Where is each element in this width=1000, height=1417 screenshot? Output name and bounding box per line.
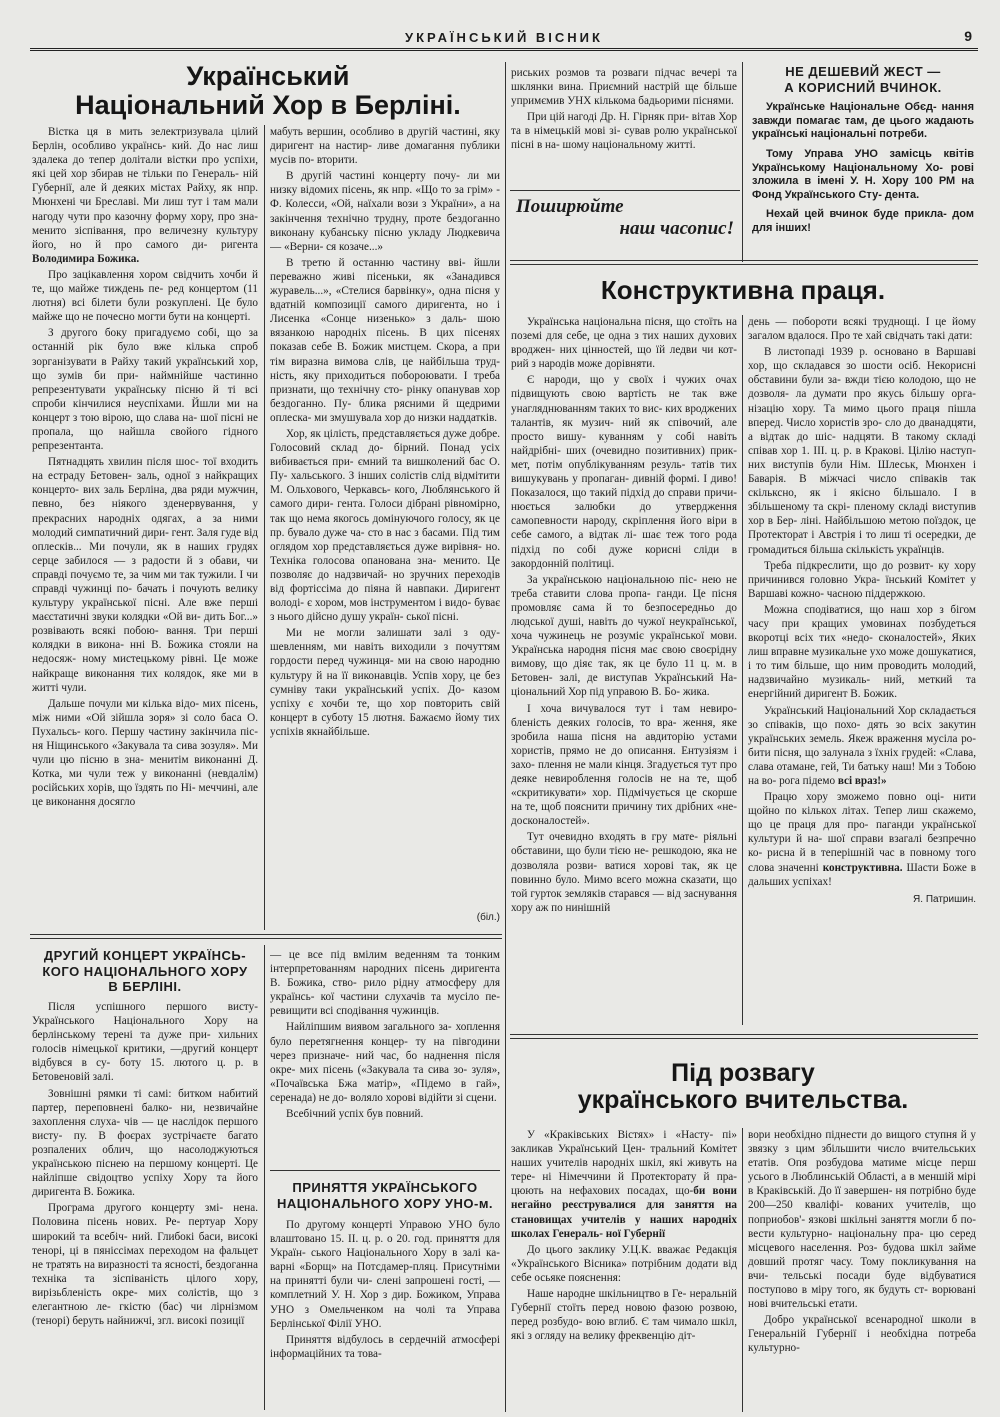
choir-col1-p5: Дальше почули ми кілька відо- мих пісень, між ними «Ой зійшла зоря» зі соло баса О. Пухальсь- кого. Першу частину закінчила піс- ня Ніщинського «Закувала та сива зозуля». Ми чули цю пісню в зна- менитім виконанні Д. Котка, ми чули теж у виконанні (невдалім) російських хорів, що їздять по Ні- меччині, але це виконання досягло [32, 697, 258, 809]
constructive-title: Конструктивна праця. [600, 276, 886, 305]
acceptance-title-line2: НАЦІОНАЛЬНОГО ХОРУ УНО-м. [276, 1195, 494, 1211]
constructive-col1-p4: І хоча вичувалося тут і там невиро- бленість деяких голосів, то вра- ження, яке зробила наша пісня на авдиторію устами хористів, прямо не до описання. Ентузіязм і захо- плення не мали кінця. Згадується тут про деяке невироблення голосів не на те, щоб «скритикувати» хор. Підмічується це скорше на те, щоб пояснити причину тих дрібних «не- досконалостей». [511, 702, 737, 828]
teachers-col2-p1: вори необхідно піднести до вищого ступня й у звязку з цим збільшити число вчительських етатів. Опя розбудова матиме місце перш усього в Люблинській Області, а в меншій мірі в Краківській. До її завершен- ня потрібно буде 200—250 кваліфі- кованих учителів, що поприобов'- язкові шкільні заняття могли б по- вести культурно- національну пра- цю серед місцевого населення. Роз- будова шкіл займе довший протяг часу. Тому покликування на вчи- тельські посади буде відбуватися поступово в міру того, як будуть ст- ворювані нові вчительські етати. [748, 1129, 976, 1311]
constructive-col2-p4: Можна сподіватися, що наш хор з бігом часу при кращих умовинах позбудеться вкоротці всіх тих «недо- сконалостей», Яких лиш вправне музикальне ухо може дошукатися, і то тим більше, що ним проводить молодий, надзвичайно музикаль- ний, меткий та енергійний диригент В. Божик. [748, 603, 976, 701]
slogan-top-rule [510, 190, 740, 191]
second-concert-title-line1: ДРУГИЙ КОНЦЕРТ УКРАЇНСЬ- [43, 948, 247, 963]
constructive-col2-p5: Український Національний Хор складається зо співаків, що похо- дять зо всіх закутин українських земель. Якеж враження мусіла ро- бити пісня, що залунала з їхніх грудей: «Слава, слава отамане, гей, Ти батьку наш! Ми з Тобою на во- рога підемо [748, 704, 976, 787]
second-concert-col1-p1: Після успішного першого висту- Українського Національного Хору на берлінському терені та дуже при- хильних голосів німецької критики, —другий концерт відбувся в су- боту 15. лютого ц. р. в Бетовеновій залі. [32, 1001, 258, 1084]
teachers-title [510, 1060, 976, 1114]
acceptance-top-rule [270, 1170, 500, 1171]
choir-col2-p1: мабуть вершин, особливо в другій частині, яку диригент на настир- ливе домагання публики мусів по- вторити. [270, 126, 500, 167]
acceptance-p1: По другому концерті Управою УНО було влаштовано 15. II. ц. р. о 20. год. приняття для Україн- ського Національного Хору в залі ка- варні «Борщ» на Потсдамер-пляц. Присутніми на принятті були чи- слені запрошені гості, — комплетний У. Н. Хор з дир. Божиком, Управа УНО з Омельченком на чолі та Управа Берлінської Філії УНО. [270, 1219, 500, 1330]
note-p2: Тому Управа УНО замісць квітів Українському Національному Хо- рові зложила в імені У. Н. Хору 100 РМ на Фонд Українського Сту- дента. [752, 147, 974, 201]
note-p3: Нехай цей вчинок буде прикла- дом для інших! [752, 208, 974, 234]
column-divider [742, 1128, 743, 1412]
box-divider [742, 62, 743, 262]
column-divider [264, 945, 265, 1410]
teachers-col1-p1: У «Краківських Вістях» і «Насту- пі» закликав Український Цен- тральний Комітет наших учителів народніх шкіл, які живуть на тере- ні Німеччини й Протекторату й пра- цюють на нефахових посадах, що- [511, 1129, 737, 1198]
note-box [752, 64, 974, 260]
second-concert-column-1 [32, 1000, 258, 1410]
second-concert-title-line3: В БЕРЛІНІ. [108, 979, 182, 995]
page-header [30, 24, 978, 51]
choir-col1-p1: Вістка ця в мить зелектризувала цілий Берлін, особливо українсь- кий. До нас лиш здалека до тепер долітали вістки про успіхи, які цей хор збирав не тільки по Генераль- ній Губернії, але й деяких містах Райху, як нпр. Мюнхені чи Бреславі. Ми лиш тут і там мали нагоду чути про казочну форму хору, про зна- менито зіспівання, про величезну культуру його, но й про самого ди- ригента [32, 126, 258, 251]
teachers-title-line2: українського вчительства. [577, 1086, 909, 1114]
teachers-col1-p3: Наше народне шкільництво в Ге- неральній Губернії стоїть перед новою фазою розвою, перед розбудо- вою вглиб. Є там чимало шкіл, які з огляду на велику фреквенцію діт- [511, 1288, 737, 1343]
constructive-col1-p2: Є народи, що у своїх і чужих очах підвищують свою вартість не так вже унагляднюванням таких то вис- ких вроджених талантів, як музич- ний як співочий, але просто вишу- куванням у собі навіть найдрібні- ших (очевидно позитивних) прик- мет, потім опублікуванням резуль- татів тих вишукувань у пропаган- дивній формі. І диво! Показалося, що такий підхід до справи причи- нюється залюбки до утвердження самопевности народу, скріплення його віри в себе самого, а відтак лі- шає теж того рода підхід по собі дуже корисні сліди в закордонній політиці. [511, 374, 737, 570]
choir-col1-p4: Пятнадцять хвилин після шос- тої входить на естраду Бетовен- заль, одної з найкращих концерто- вих заль Берліна, два ряди мужчин, певно, без ніякого зденервування, у прекрасних народніх одягах, а за ними молодий симпатичний дири- гент. Заля гуде від оплесків... Ми почули, як в наших грудях серце забилося — з радости й з обави, чи справді почуємо те, за чим ми так тужили. І чи справді чужинці по- бачать і почують велику культуру української пісні. Але вже перші маєстатичні звуки колядки «Ой ви- дить Бог...» розвівають всякі побою- вання. Три перші колядки в викона- нні В. Божика стояли на недосяж- ному мистецькому рівні. Це може найкраще виконання тих колядок, яке ми в житті чули. [32, 456, 258, 694]
subscription-slogan [512, 196, 738, 252]
slogan-line2: наш часопис! [619, 218, 734, 239]
choir-column-1 [32, 125, 258, 933]
teachers-col1-p2: До цього заклику У.Ц.К. вважає Редакція «Українського Вісника» потрібним додати від себе осьяке пояснення: [511, 1243, 737, 1284]
choir-col2-p2: В другій частині концерту почу- ли ми низку відомих пісень, як нпр. «Що то за грім» - Ф. Колесси, «Ой, наїхали вози з України», а на закінчення технічно трудну, проте бездоганно виконану кубанську пісню укладу Людкевича — «Верни- ся козаче...» [270, 170, 500, 253]
acceptance-p2: Приняття відбулось в сердечній атмосфері інформаційних та това- [270, 1333, 500, 1360]
column-divider [264, 125, 265, 930]
section-double-rule [510, 260, 978, 265]
choir-title-line2: Національний Хор в Берліні. [75, 90, 461, 121]
teachers-title-line1: Під розвагу [671, 1060, 815, 1087]
column-divider [742, 315, 743, 1025]
second-concert-column-2 [270, 948, 500, 1160]
constructive-column-1 [511, 315, 737, 1025]
second-concert-col2-p1: — це все під вмілим веденням та тонким інтерпретованням народних пісень диригента В. Божика, ство- рило рідну атмосферу для українсь- кої частини слухачів та мусіло пе- ревищити всі сподівання чужинців. [270, 949, 500, 1018]
constructive-bold-phrase1: всі враз!» [837, 775, 887, 787]
conductor-name: Володимира Божика. [32, 252, 140, 265]
note-title-line1: НЕ ДЕШЕВИЙ ЖЕСТ — [785, 64, 941, 79]
teachers-column-2 [748, 1128, 976, 1412]
choir-title-line1: Український [186, 62, 350, 91]
constructive-col2-p2: В листопаді 1939 р. основано в Варшаві хор, що складався зо шости осіб. Некорисні обставини були за- вжди тією колодою, що не дозволя- ла думати про якусь більшу орга- нізацію хору. Та мимо цього праця пішла вперед. Число хористів зро- сло до дванадцяти, а відтак до шіс- надцяти. В такому складі співав хор 1. III. ц. р. в Кракові. Цілію наступ- них виступів були Нім. Шлеськ, Мюнхен і Баварія. В міжчасі число співаків так скільксно, як і якісно більшало. І в збільшеному та скрі- пленому складі виступив хор в Бер- ліні. Найбільшою метою поїздок, це Протекторат і Австрія і то лиш ті осередки, де громадиться більша скількість українців. [748, 346, 976, 556]
second-concert-title-line2: КОГО НАЦІОНАЛЬНОГО ХОРУ [42, 963, 248, 979]
left-section-double-rule [30, 934, 502, 939]
newspaper-title: УКРАЇНСЬКИЙ ВІСНИК [405, 30, 603, 45]
choir-col2-p4: Хор, як цілість, представляється дуже добре. Голосовий склад до- бірний. Понад усіх вибивається при- ємний та вишколений бас О. Пу- хальського. З інших солістів слід відмітити М. Ольхового, Черкавсь- кого, Люблянського й самого дири- гента. Голоси дібрані рівномірно, так що нема якогось домінуючого голосу, як це пр. бувало дуже ча- сто в нас з басами. Під тим оглядом хор представляється дуже вирівня- но. Техніка голосова опанована зна- менито. Це позволяє до надзвичай- но зручних переходів від фортіссімa до піяна й навпаки. Диригент володі- є хором, мов інструментом і видо- буває з нього дійсно душу україн- ської пісні. [270, 427, 500, 624]
second-concert-col2-p2: Найліпшим виявом загального за- хоплення було перетягнення концер- ту на півгодини через призначе- ний час, бо наднення після окре- мих пісень («Закувала та сива зо- зуля», «Почаївська Бжа матір», «Підемо в гай», серенада) не до- воляло хорові відійти зі сцени. [270, 1021, 500, 1104]
constructive-col2-p7: Шасти Боже в дальших успіхах! [748, 861, 976, 888]
choir-col3-p1: риських розмов та розваги підчас вечері та шклянки вина. Приємний настрій ще більше упримємив УНХ кількома бадьорими піснями. [511, 67, 737, 108]
second-concert-col1-p3: Програма другого концерту змі- нена. Половина пісень нових. Ре- пертуар Хору широкий та всебіч- ний. Глибокі баси, високі тенорі, ці в пяніссімах переходом на фальцет не тратять на виразності та ясності, бездоганна техніка та зіспіваність цілого хору, вирізьбленість окре- мих солістів, що з елегантною ле- гкістю (бас) чи лірнізмом (тенорі) беруть найнижчі, згл. високі позиції [32, 1202, 258, 1328]
choir-col1-p2: Про зацікавлення хором свідчить хочби й те, що майже тиждень пе- ред концертом (11 лютня) всі білети були розкуплені. Це було майже що не почесно могти бути на концерті. [32, 268, 258, 324]
slogan-line1: Поширюйте [516, 196, 624, 217]
second-concert-col1-p2: Зовнішні рямки ті самі: битком набитий партер, переповнені балко- ни, незвичайне захоплення слуха- чів — це наслідок першого висту- пу. В фоєрах зустрічаєте багато розпалених облич, що насолоджуються українською піснею на першому концерті. Це найліпше свідоцтво успіху Хору та його диригента В. Божика. [32, 1087, 258, 1199]
acceptance-title [270, 1180, 500, 1214]
choir-col3-p2: При цій нагоді Др. Н. Гірняк при- вітав Хор та в німецькій мові зі- сував ролю української пісні в на- шому національному житті. [511, 111, 737, 152]
choir-signature: (біл.) [476, 912, 500, 923]
constructive-col2-p3: Треба підкреслити, що до розвит- ку хору причинився головно Укра- їнський Комітет у Варшаві кожно- часною піддержкою. [748, 559, 976, 600]
constructive-column-2 [748, 315, 976, 1027]
constructive-col1-p3: За українською національною піс- нею не треба ставити слова пропа- ганди. Це пісня промовляє сама й то безпосередньо до людської душі, навіть до чужої неукраїнської, хоча чужинець не розуміє української мови. Українська народня пісня має свою своєрідну вимову, що діяє так, як це було 11 ц. м. в Бетовен- залі, де виступав Український На- ціональний Хор під управою В. Бо- жика. [511, 573, 737, 699]
note-title-line2: А КОРИСНИЙ ВЧИНОК. [784, 79, 942, 95]
second-concert-col2-p3: Всебічний успіх був повний. [286, 1108, 424, 1121]
note-p1: Українське Національне Обєд- нання завжди помагає там, де цього жадають українські національні потреби. [752, 101, 974, 141]
page-number: 9 [964, 28, 972, 44]
teachers-column-1 [511, 1128, 737, 1412]
acceptance-column [270, 1218, 500, 1410]
column-divider [505, 62, 506, 1412]
teachers-col2-p2: Добро української всенародної школи в Генеральній Губернії і необхідна потреба культурно- [748, 1314, 976, 1355]
acceptance-title-line1: ПРИНЯТТЯ УКРАЇНСЬКОГО [292, 1180, 478, 1195]
second-concert-title [32, 948, 258, 998]
choir-column-2 [270, 125, 500, 915]
constructive-bold-phrase2: конструктивна. [822, 861, 903, 874]
choir-col2-p3: В третю й останню частину вві- йшли переважно живі пісеньки, як «Занадився журавель...», «Стелися барвінку», одна пісня у вдатній композиції самого диригента, но і Лисенка «Сонце низенько» з даль- шою вязанкою народніх пісень. В цих пісенях показав себе В. Божик мистцем. Скора, а при тім виразна вимова слів, це найбільша труд- ність, яку приходиться побороювати. І треба признати, що технічну сто- рінку опанував хор бездоганно. Пу- блика рясними й щедрими оплеска- ми змушувала хор до низки наддатків. [270, 256, 500, 424]
constructive-col2-p6: Працю хору зможемо повно оці- нити щойно по кількох літах. Тепер лиш скажемо, що це праця для про- паганди української культури й на- шої справи взагалі безпречно ко- рисна й в теперішній час в повному того слова значенні [748, 791, 976, 874]
constructive-col1-p5: Тут очевидно входять в гру мате- ріяльні обставини, що були тією не- решкодою, яка не дозволяла розви- ватися хорові так, як це повинно було. Мимо всего можна сказати, що той гурток земляків старався — від заснування хору аж по нинішній [511, 831, 737, 914]
choir-col1-p3: З другого боку пригадуємо собі, що за останній рік було вже кілька спроб зорганізувати в Райху такий український хор, що зумів би при- наймнійше частинно репрезентувати українську пісню й ті всі спроби кінчилися неуспіхами. Йшли ми на концерт з тою вірою, що слава на- шої пісні не пропала, що найшла свойого гідного репрезентанта. [32, 327, 258, 453]
constructive-col2-p1: день — побороти всякі труднощі. І це йому загалом вдалося. Про те хай свідчать такі дати: [748, 316, 976, 343]
constructive-col1-p1: Українська національна пісня, що стоїть на поземі для себе, це одна з тих наших духових вроджен- них цінностей, що їй ледви чи кот- рий з народів може дорівняти. [511, 316, 737, 371]
choir-col2-p5: Ми не могли залишати залі з оду- шевленням, ми навіть виходили з почуттям гордости перед чужинця- ми на свою народню культуру й на її виконавців. Успів хору, це без сумніву таки український успіх. До- казом успіху є хочби те, що хор повторить свій концерт в суботу 15 лютня. Бажаємо йому тих успіхів якнайбільше. [270, 627, 500, 738]
choir-column-3 [511, 66, 737, 186]
note-title [752, 64, 974, 95]
constructive-signature: Я. Патришин. [913, 893, 976, 905]
right-section-double-rule [510, 1034, 978, 1039]
teachers-col1-bold: би вони негайно реєструвалися для заняття на становищах учителів у наших народніх школах Генераль- ної Губернії [511, 1185, 737, 1240]
choir-article-title [30, 62, 506, 120]
